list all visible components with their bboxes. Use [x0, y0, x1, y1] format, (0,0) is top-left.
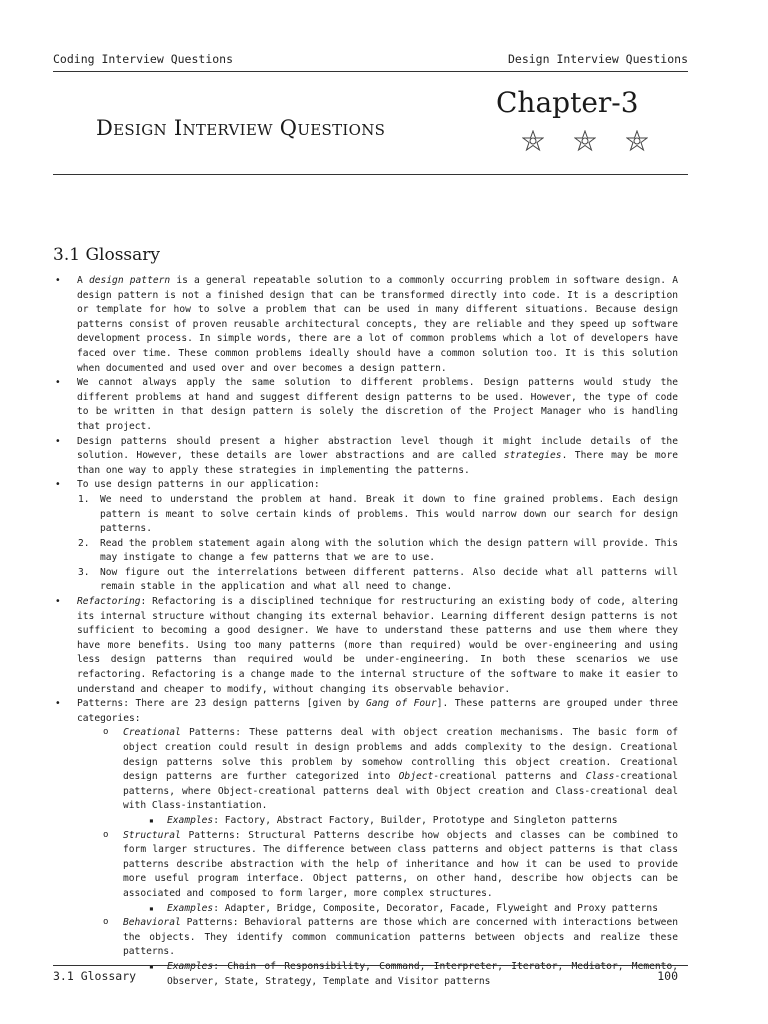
chapter-title: Design Interview Questions [96, 116, 386, 140]
bullet-design-pattern: • A design pattern is a general repeatable solution to a commonly occurring problem in software design. A design pattern is not a finished design that can be transformed directly into code. It is a description or template for how to solve a problem that can be used in many different situations. Because design patterns consist of proven reusable architectural concepts, they are reliable and they speed up software development process. In simple words, there are a lot of common problems which a lot of developers have faced over time. These common problems ideally should have a common solution too. It is this solution when documented and used over and over becomes a design pattern. [53, 274, 678, 376]
header-right: Design Interview Questions [507, 52, 688, 66]
star-icon [626, 130, 648, 152]
star-icon [574, 130, 596, 152]
bullet-use-patterns: • To use design patterns in our application: [53, 478, 678, 493]
bullet-same-solution: • We cannot always apply the same solution to different problems. Design patterns would study the different problems at hand and suggest different design patterns to be used. However, the type of code to be written in that design pattern is solely the discretion of the Project Manager who is handling that project. [53, 376, 678, 434]
behavioral-examples: ▪ Examples: Chain of Responsibility, Command, Interpreter, Iterator, Mediator, Memento, Observer, State, Strategy, Template and Visitor patterns [53, 960, 678, 989]
structural-patterns: o Structural Patterns: Structural Patterns describe how objects and classes can be combined to form larger structures. The difference between class patterns and object patterns is that class patterns describe abstraction with the help of inheritance and how it can be used to provide more useful program interface. Object patterns, on other hand, describe how objects can be associated and composed to form larger, more complex structures. [53, 829, 678, 902]
running-header [53, 52, 688, 70]
header-left: Coding Interview Questions [53, 52, 234, 66]
behavioral-patterns: o Behavioral Patterns: Behavioral patterns are those which are concerned with interactions between the objects. They identify common communication patterns between objects and realize these patterns. [53, 916, 678, 960]
step-2: 2. Read the problem statement again along with the solution which the design pattern will provide. This may instigate to change a few patterns that we are to use. [78, 537, 678, 564]
star-ornament [522, 130, 652, 154]
star-icon [522, 130, 544, 152]
bullet-refactoring: • Refactoring: Refactoring is a disciplined technique for restructuring an existing body of code, altering its internal structure without changing its external behavior. Learning different design patterns is not sufficient to becoming a good designer. We have to understand these patterns and use them where they have more benefits. Using too many patterns (more than required) would be over-engineering and using less design patterns than required would be under-engineering. In both these scenarios we use refactoring. Refactoring is a change made to the internal structure of the software to make it easier to understand and cheaper to modify, without changing its observable behavior. [53, 595, 678, 697]
glossary-content [53, 274, 678, 989]
header-rule [53, 71, 688, 72]
chapter-number: Chapter-3 [496, 86, 639, 119]
page-number: 100 [657, 969, 678, 983]
creational-examples: ▪ Examples: Factory, Abstract Factory, Builder, Prototype and Singleton patterns [53, 814, 678, 829]
chapter-rule [53, 174, 688, 175]
creational-patterns: o Creational Patterns: These patterns deal with object creation mechanisms. The basic form of object creation could result in design problems and adds complexity to the design. Creational design patterns solve this problem by somehow controlling this object creation. Creational design patterns are further categorized into Object-creational patterns and Class-creational patterns, where Object-creational patterns deal with Object creation and Class-creational deal with Class-instantiation. [53, 726, 678, 814]
footer-section: 3.1 Glossary [53, 969, 137, 983]
step-3: 3. Now figure out the interrelations between different patterns. Also decide what all patterns will remain stable in the application and what all need to change. [78, 566, 678, 593]
step-1: 1. We need to understand the problem at hand. Break it down to fine grained problems. Each design pattern is meant to solve certain kinds of problems. This would narrow down our search for design patterns. [78, 493, 678, 535]
section-title: 3.1 Glossary [53, 245, 161, 265]
structural-examples: ▪ Examples: Adapter, Bridge, Composite, Decorator, Facade, Flyweight and Proxy patterns [53, 902, 678, 917]
bullet-patterns: • Patterns: There are 23 design patterns [given by Gang of Four]. These patterns are grouped under three categories: [53, 697, 678, 726]
bullet-abstraction: • Design patterns should present a higher abstraction level though it might include details of the solution. However, these details are lower abstractions and are called strategies. There may be more than one way to apply these strategies in implementing the patterns. [53, 435, 678, 479]
footer-rule [53, 965, 688, 966]
